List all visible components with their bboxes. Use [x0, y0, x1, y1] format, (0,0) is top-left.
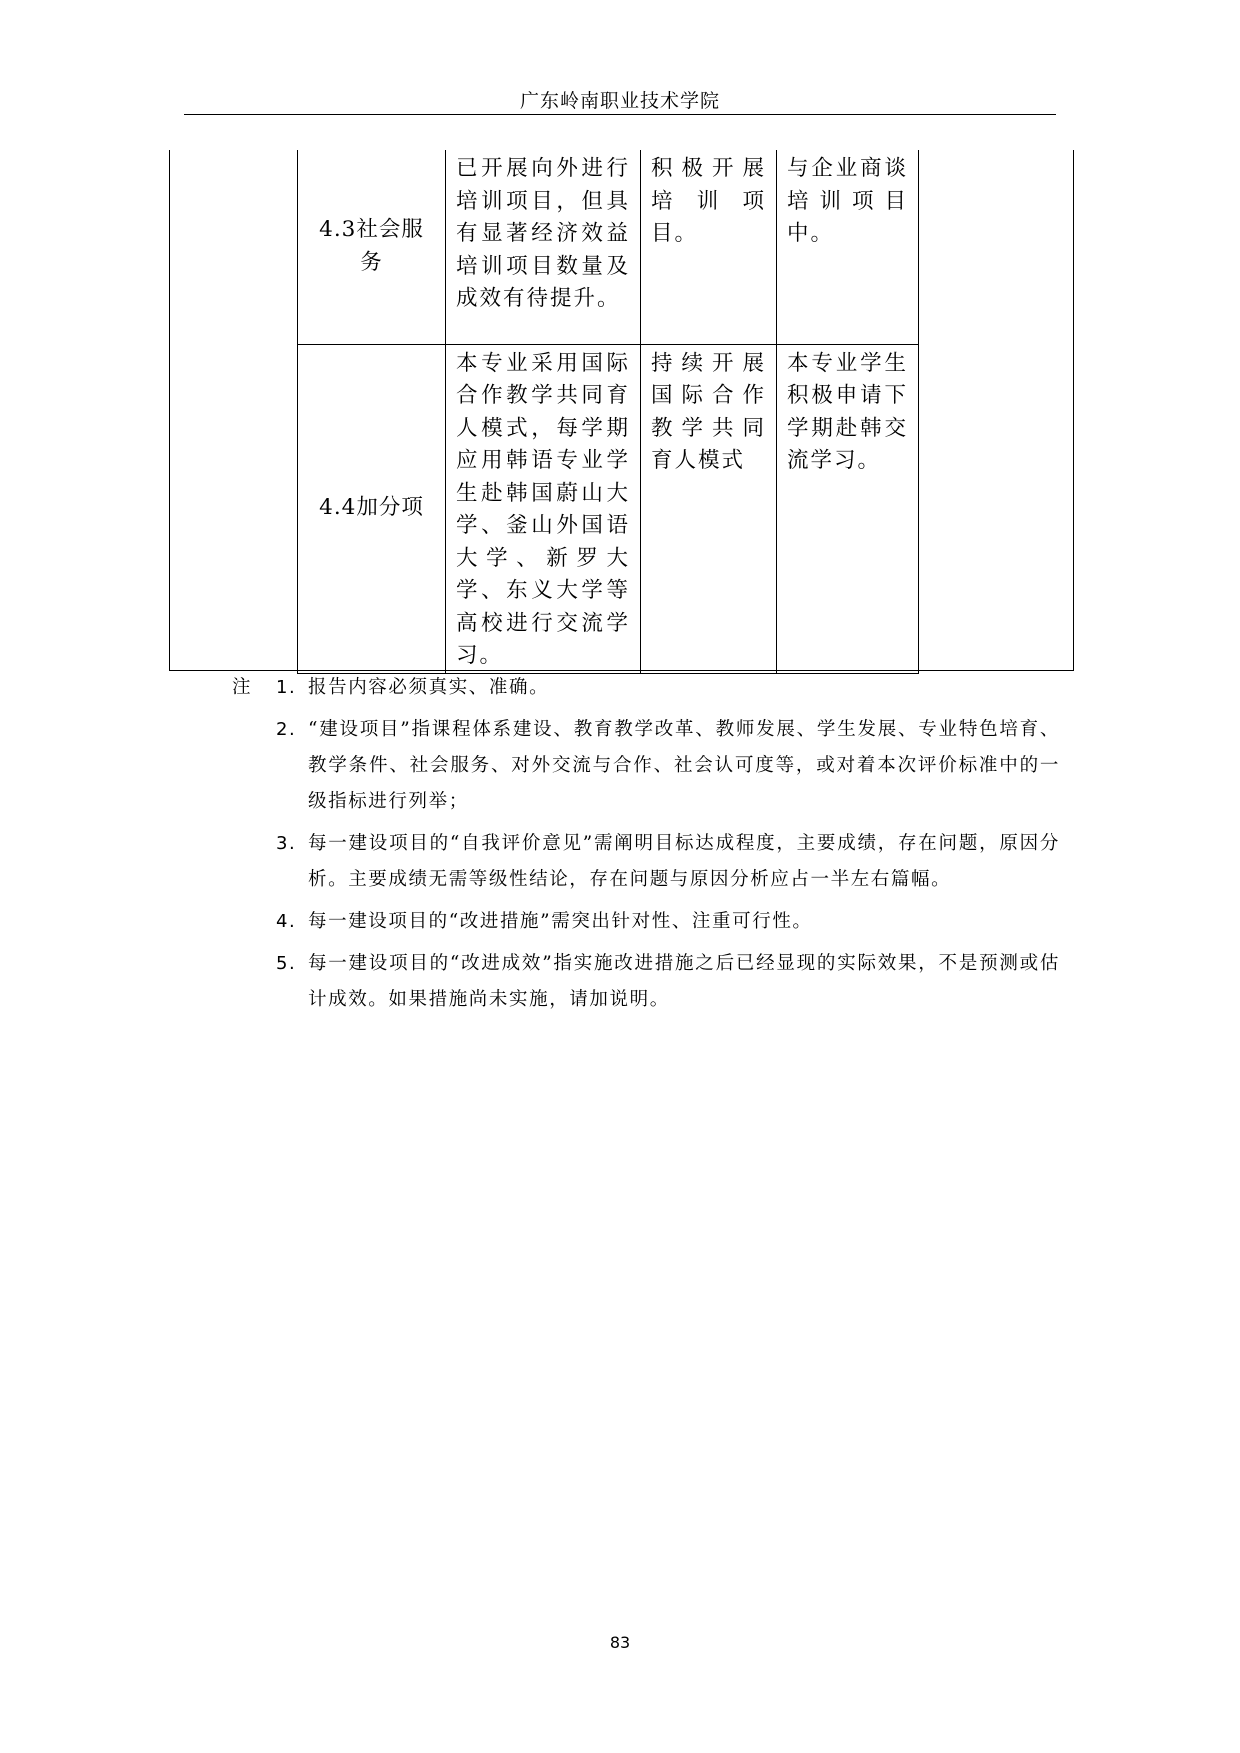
note-text: 每一建设项目的“自我评价意见”需阐明目标达成程度，主要成绩，存在问题，原因分析。主要成绩无需等级性结论，存在问题与原因分析应占一半左右篇幅。 [308, 833, 1060, 890]
note-item [230, 946, 1060, 1018]
note-item [230, 826, 1060, 898]
results-cell: 本专业学生积极申请下学期赴韩交流学习。 [777, 344, 919, 673]
table-row [298, 344, 919, 673]
note-text: 每一建设项目的“改进成效”指实施改进措施之后已经显现的实际效果，不是预测或估计成效。如果措施尚未实施，请加说明。 [308, 953, 1060, 1010]
outer-frame-left-border [169, 150, 170, 670]
note-item [230, 904, 1060, 940]
self-eval-cell: 本专业采用国际合作教学共同育人模式，每学期应用韩语专业学生赴韩国蔚山大学、釜山外国语大学、新罗大学、东义大学等高校进行交流学习。 [446, 344, 641, 673]
measures-cell: 积极开展培训项目。 [641, 150, 777, 344]
note-text: 每一建设项目的“改进措施”需突出针对性、注重可行性。 [308, 911, 813, 932]
note-item [230, 670, 1060, 706]
measures-cell: 持续开展国际合作教学共同育人模式 [641, 344, 777, 673]
notes-prefix: 注 [232, 677, 253, 698]
item-cell: 4.4加分项 [298, 344, 446, 673]
results-cell: 与企业商谈培训项目中。 [777, 150, 919, 344]
note-item [230, 712, 1060, 820]
notes-section [230, 670, 1060, 1018]
table-row [298, 150, 919, 344]
note-number: 5. [276, 953, 297, 974]
note-number: 4. [276, 911, 297, 932]
note-number: 2. [276, 719, 297, 740]
page-number: 83 [609, 1633, 631, 1652]
self-eval-cell: 已开展向外进行培训项目，但具有显著经济效益培训项目数量及成效有待提升。 [446, 150, 641, 344]
page-header-title: 广东岭南职业技术学院 [519, 90, 720, 112]
note-number: 1. [276, 677, 297, 698]
outer-frame-right-border [1073, 150, 1074, 670]
note-text: 报告内容必须真实、准确。 [308, 677, 550, 698]
note-text: “建设项目”指课程体系建设、教育教学改革、教师发展、学生发展、专业特色培育、教学条件、社会服务、对外交流与合作、社会认可度等，或对着本次评价标准中的一级指标进行列举； [308, 719, 1060, 812]
header-rule [184, 114, 1056, 115]
item-cell: 4.3社会服务 [298, 150, 446, 344]
evaluation-table [297, 150, 919, 674]
note-number: 3. [276, 833, 297, 854]
